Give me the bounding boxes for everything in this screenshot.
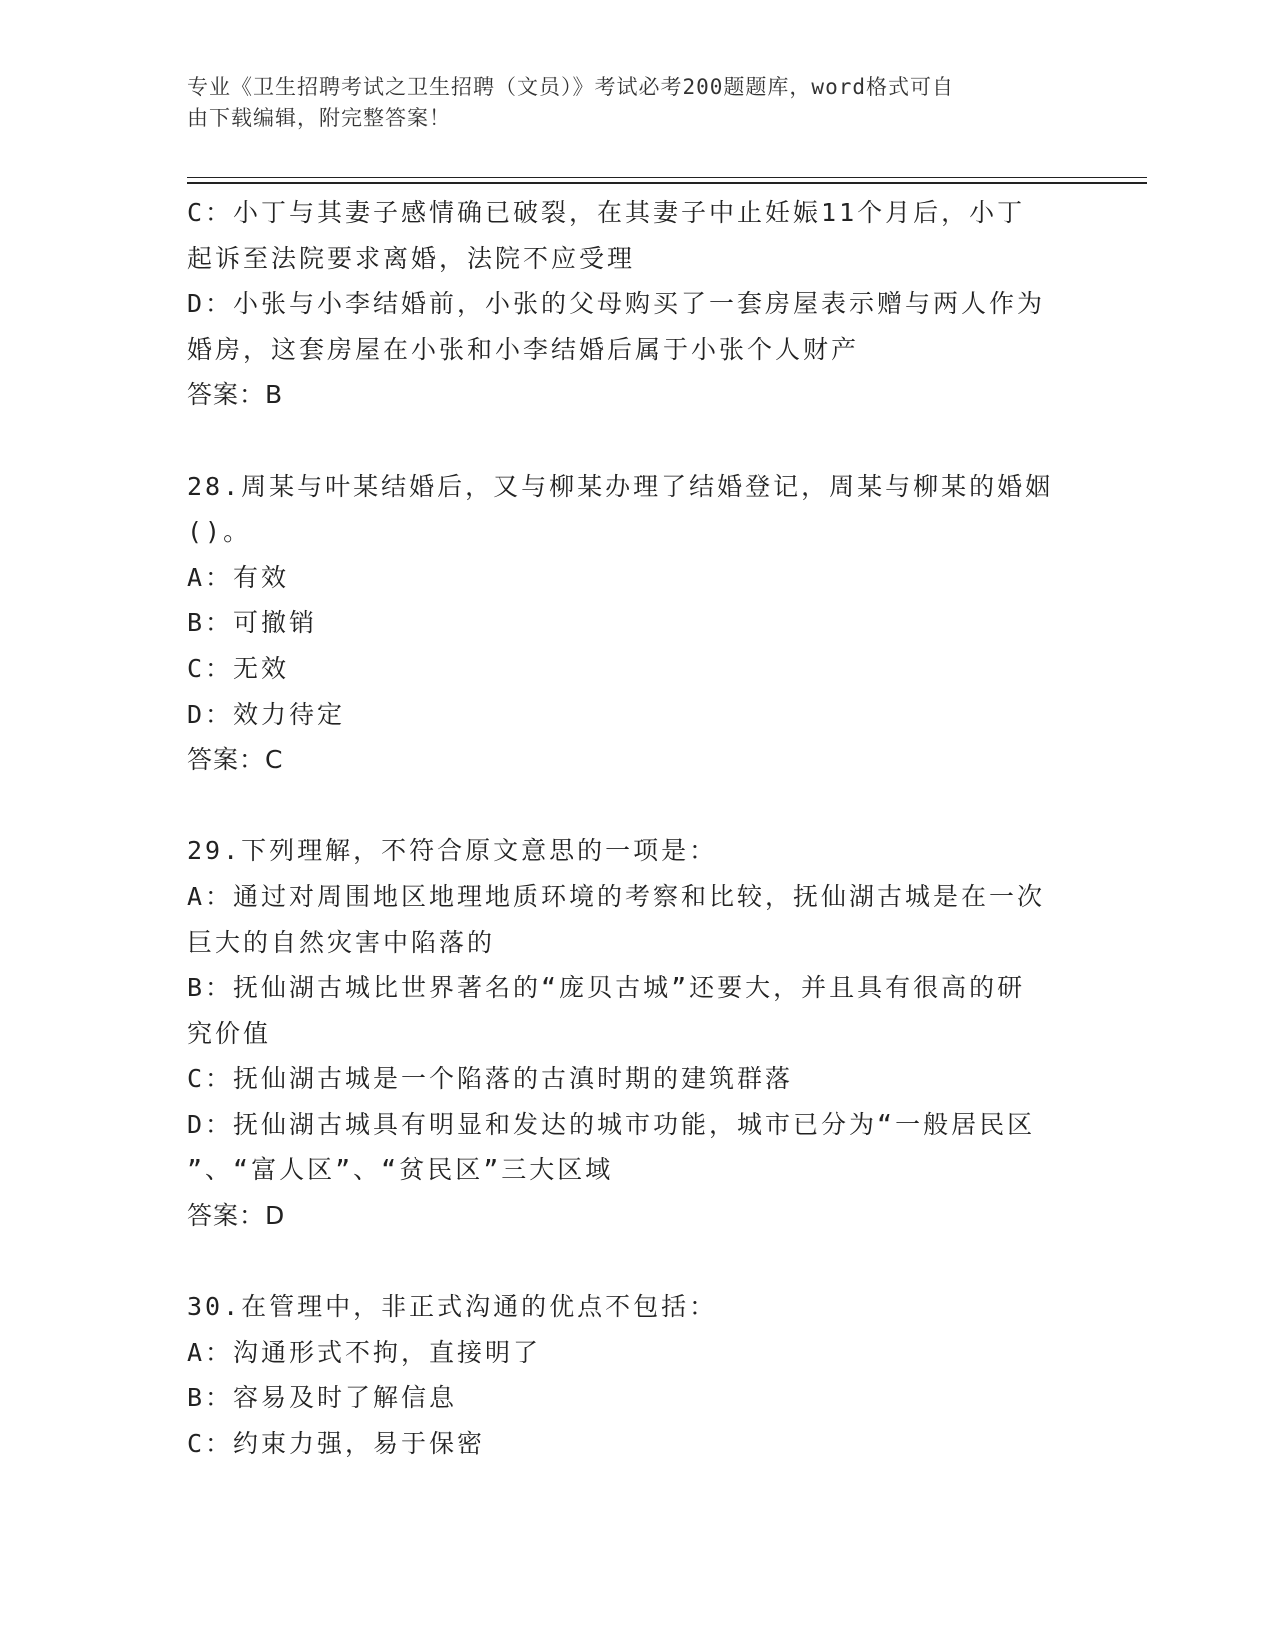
- header-divider-thick: [187, 182, 1147, 184]
- option-a: A：有效: [187, 562, 290, 592]
- answer-28: 答案：C: [187, 745, 284, 775]
- header-line-2: 由下载编辑，附完整答案！: [187, 106, 451, 130]
- option-b: B：容易及时了解信息: [187, 1383, 458, 1413]
- option-d-line-1: D：小张与小李结婚前，小张的父母购买了一套房屋表示赠与两人作为: [187, 289, 1046, 319]
- option-d: D：效力待定: [187, 699, 346, 729]
- question-stem-line-1: 28.周某与叶某结婚后，又与柳某办理了结婚登记，周某与柳某的婚姻: [187, 471, 1054, 501]
- option-b: B：可撤销: [187, 608, 318, 638]
- spacer: [187, 783, 1067, 829]
- spacer: [187, 1239, 1067, 1285]
- option-c-line-1: C：小丁与其妻子感情确已破裂，在其妻子中止妊娠11个月后，小丁: [187, 198, 1026, 227]
- option-c: C：约束力强，易于保密: [187, 1429, 486, 1459]
- option-d-line-1: D：抚仙湖古城具有明显和发达的城市功能，城市已分为“一般居民区: [187, 1109, 1036, 1139]
- question-stem: 29.下列理解，不符合原文意思的一项是：: [187, 836, 718, 866]
- question-stem-line-2: ()。: [187, 517, 252, 547]
- answer-29: 答案：D: [187, 1201, 286, 1231]
- question-29: [187, 828, 1067, 1238]
- option-d-line-2: ”、“富人区”、“贫民区”三大区域: [187, 1155, 614, 1185]
- option-c-line-2: 起诉至法院要求离婚，法院不应受理: [187, 243, 636, 273]
- spacer: [187, 418, 1067, 464]
- option-b-line-1: B：抚仙湖古城比世界著名的“庞贝古城”还要大，并且具有很高的研: [187, 973, 1026, 1003]
- header-line-1: 专业《卫生招聘考试之卫生招聘（文员）》考试必考200题题库，word格式可自: [187, 75, 954, 99]
- option-a-line-1: A：通过对周围地区地理地质环境的考察和比较，抚仙湖古城是在一次: [187, 881, 1046, 911]
- option-c: C：无效: [187, 653, 290, 683]
- option-d-line-2: 婚房，这套房屋在小张和小李结婚后属于小张个人财产: [187, 334, 860, 364]
- option-c: C：抚仙湖古城是一个陷落的古滇时期的建筑群落: [187, 1064, 794, 1094]
- question-27-tail: [187, 190, 1067, 418]
- question-content: [187, 190, 1067, 1467]
- header-divider-thin: [187, 177, 1147, 178]
- question-30: [187, 1284, 1067, 1466]
- question-28: [187, 464, 1067, 783]
- question-stem: 30.在管理中，非正式沟通的优点不包括：: [187, 1292, 718, 1322]
- option-a: A：沟通形式不拘，直接明了: [187, 1337, 542, 1367]
- option-a-line-2: 巨大的自然灾害中陷落的: [187, 927, 496, 957]
- answer-27: 答案：B: [187, 380, 284, 410]
- document-header: [187, 72, 1087, 134]
- option-b-line-2: 究价值: [187, 1018, 272, 1048]
